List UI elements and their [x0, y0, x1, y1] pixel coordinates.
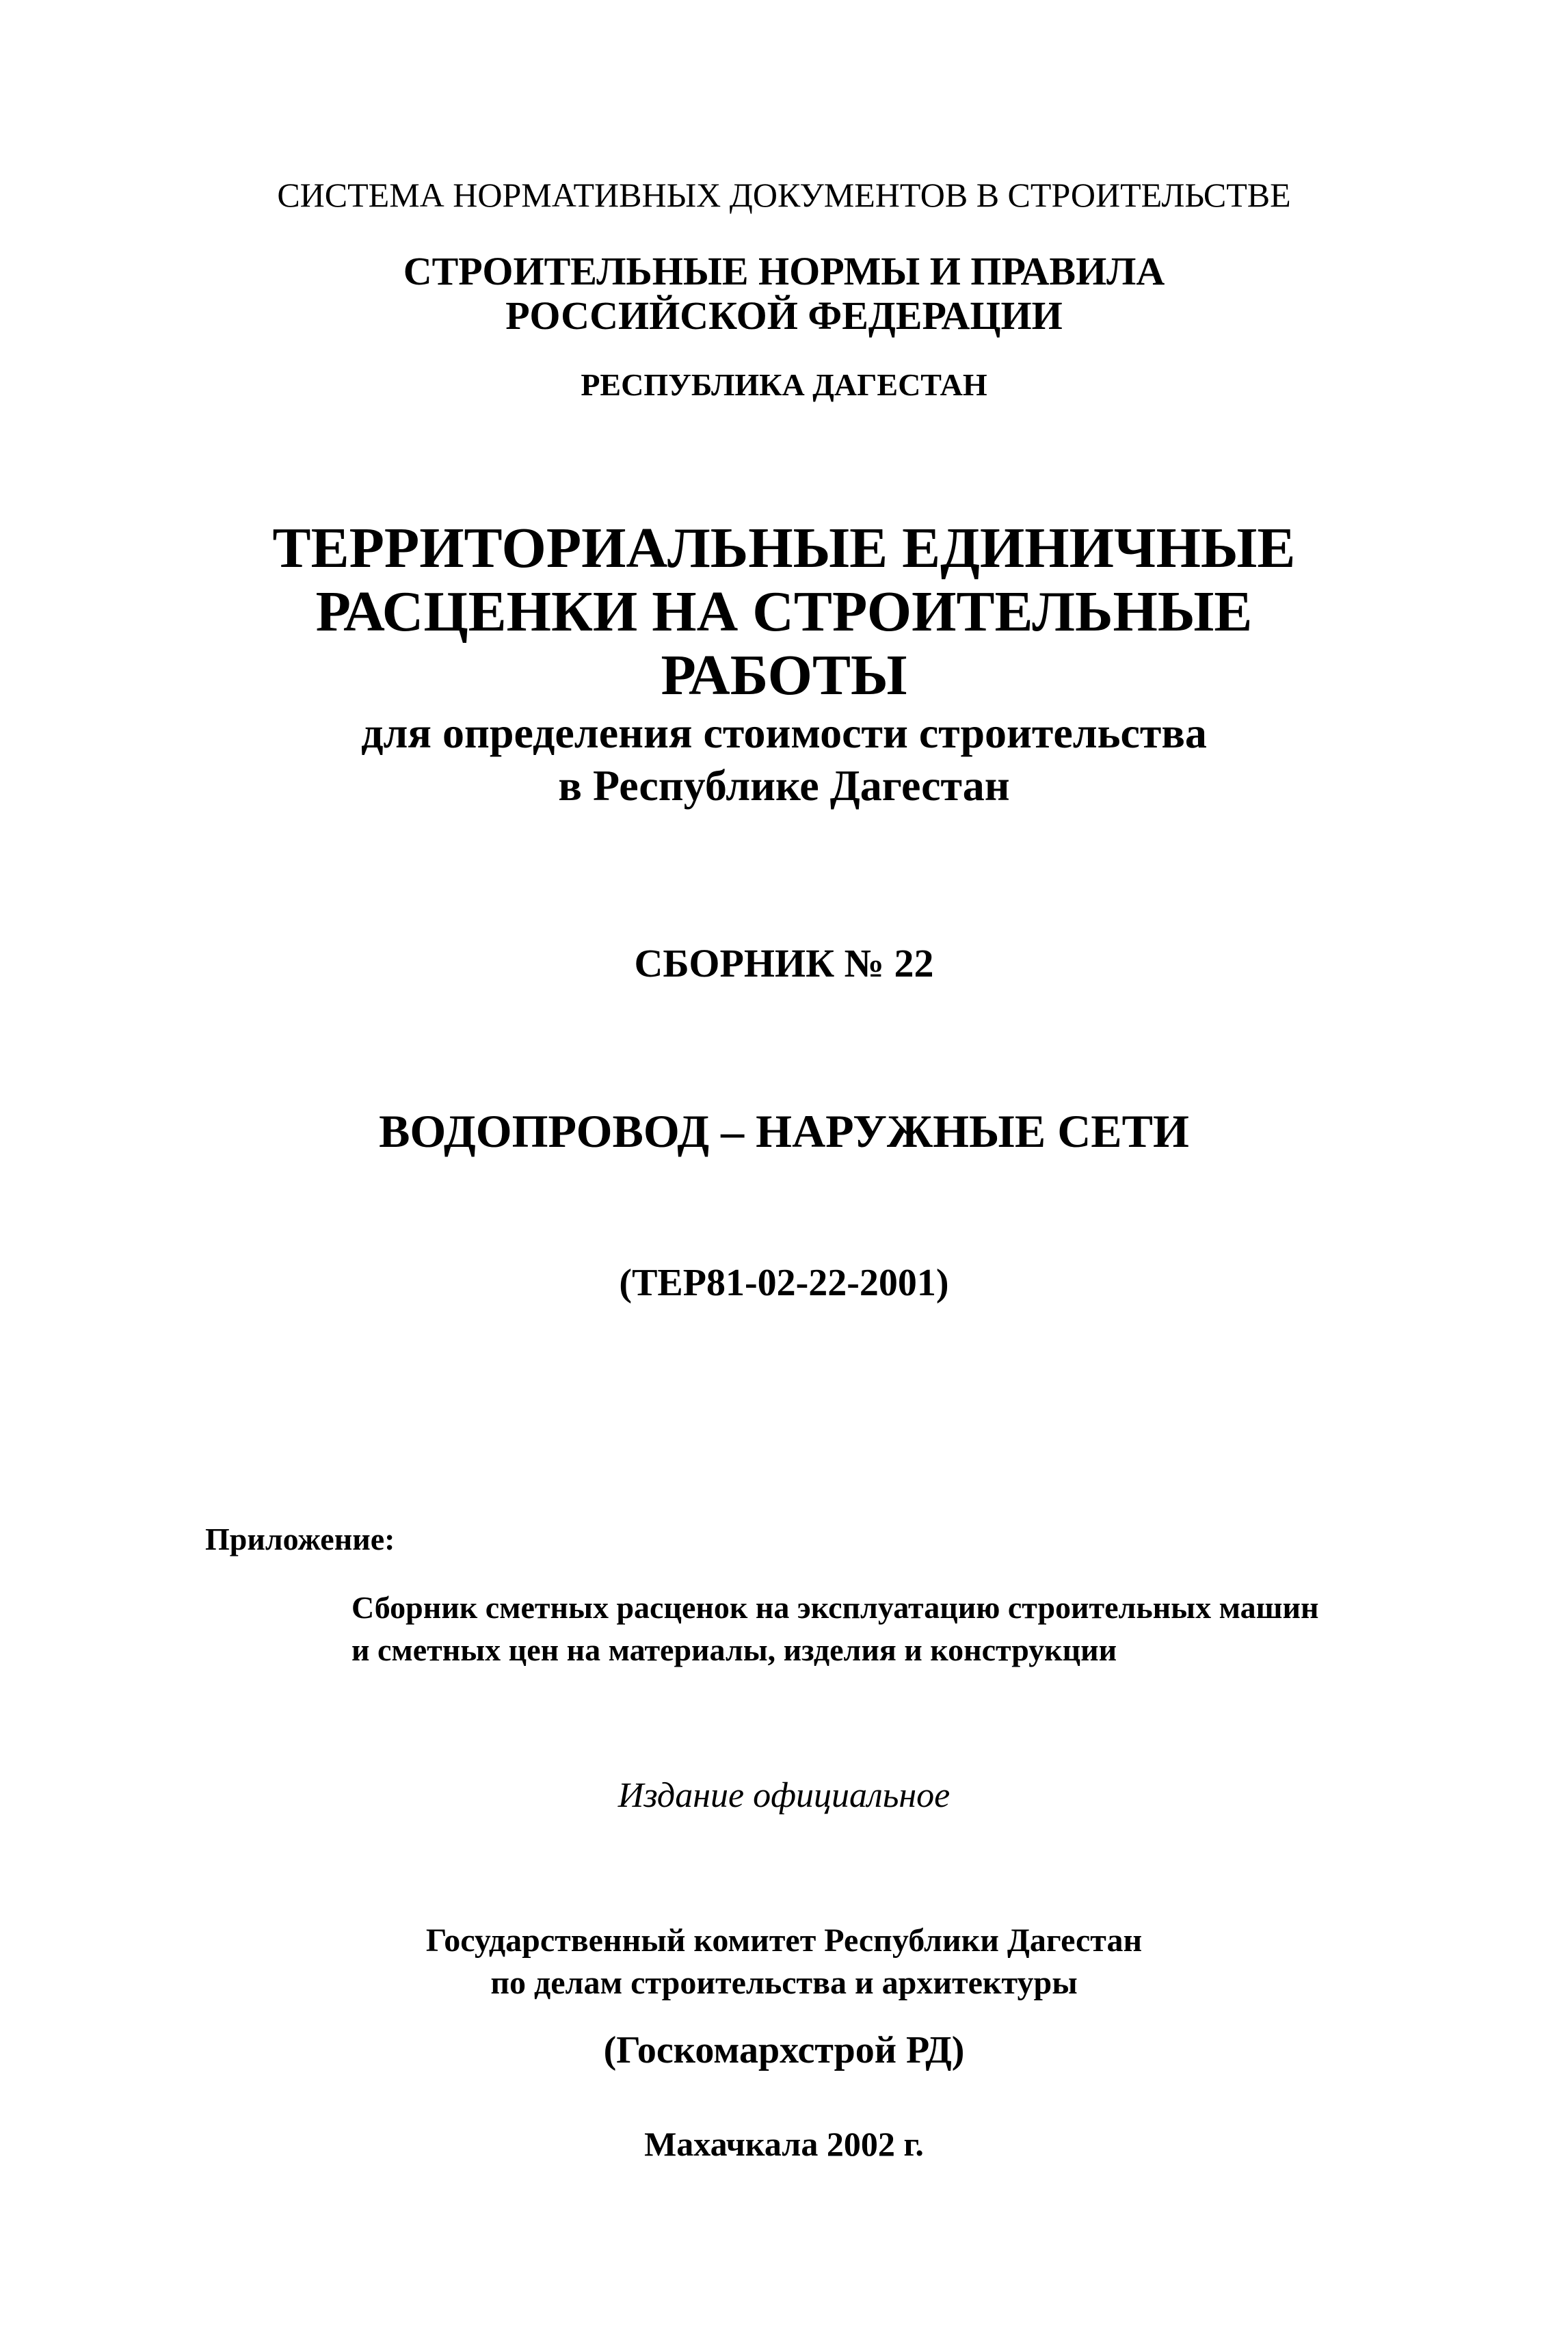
snip-heading-line1: СТРОИТЕЛЬНЫЕ НОРМЫ И ПРАВИЛА	[403, 249, 1165, 293]
appendix-label: Приложение:	[205, 1522, 395, 1556]
appendix-line1: Сборник сметных расценок на эксплуатацию строительных машин	[351, 1590, 1319, 1625]
snip-heading-line2: РОССИЙСКОЙ ФЕДЕРАЦИИ	[505, 293, 1063, 338]
collection-subject: ВОДОПРОВОД – НАРУЖНЫЕ СЕТИ	[379, 1105, 1189, 1157]
collection-number: СБОРНИК № 22	[634, 941, 934, 985]
main-title-line2: РАСЦЕНКИ НА СТРОИТЕЛЬНЫЕ	[315, 580, 1253, 644]
main-title-line1: ТЕРРИТОРИАЛЬНЫЕ ЕДИНИЧНЫЕ	[272, 516, 1296, 580]
system-heading: СИСТЕМА НОРМАТИВНЫХ ДОКУМЕНТОВ В СТРОИТЕЛЬСТВЕ	[277, 176, 1291, 214]
document-code: (ТЕР81-02-22-2001)	[619, 1262, 949, 1304]
appendix-line2: и сметных цен на материалы, изделия и конструкции	[351, 1632, 1117, 1667]
edition-note: Издание официальное	[617, 1776, 951, 1815]
publisher-short-name: (Госкомархстрой РД)	[603, 2029, 965, 2071]
main-title-line3: РАБОТЫ	[661, 644, 907, 707]
republic-heading: РЕСПУБЛИКА ДАГЕСТАН	[581, 367, 987, 402]
subtitle-line2: в Республике Дагестан	[558, 761, 1010, 810]
publisher-line1: Государственный комитет Республики Дагестан	[425, 1922, 1143, 1959]
publication-city-year: Махачкала 2002 г.	[644, 2125, 924, 2163]
publisher-line2: по делам строительства и архитектуры	[490, 1965, 1078, 2001]
subtitle-line1: для определения стоимости строительства	[361, 708, 1207, 757]
